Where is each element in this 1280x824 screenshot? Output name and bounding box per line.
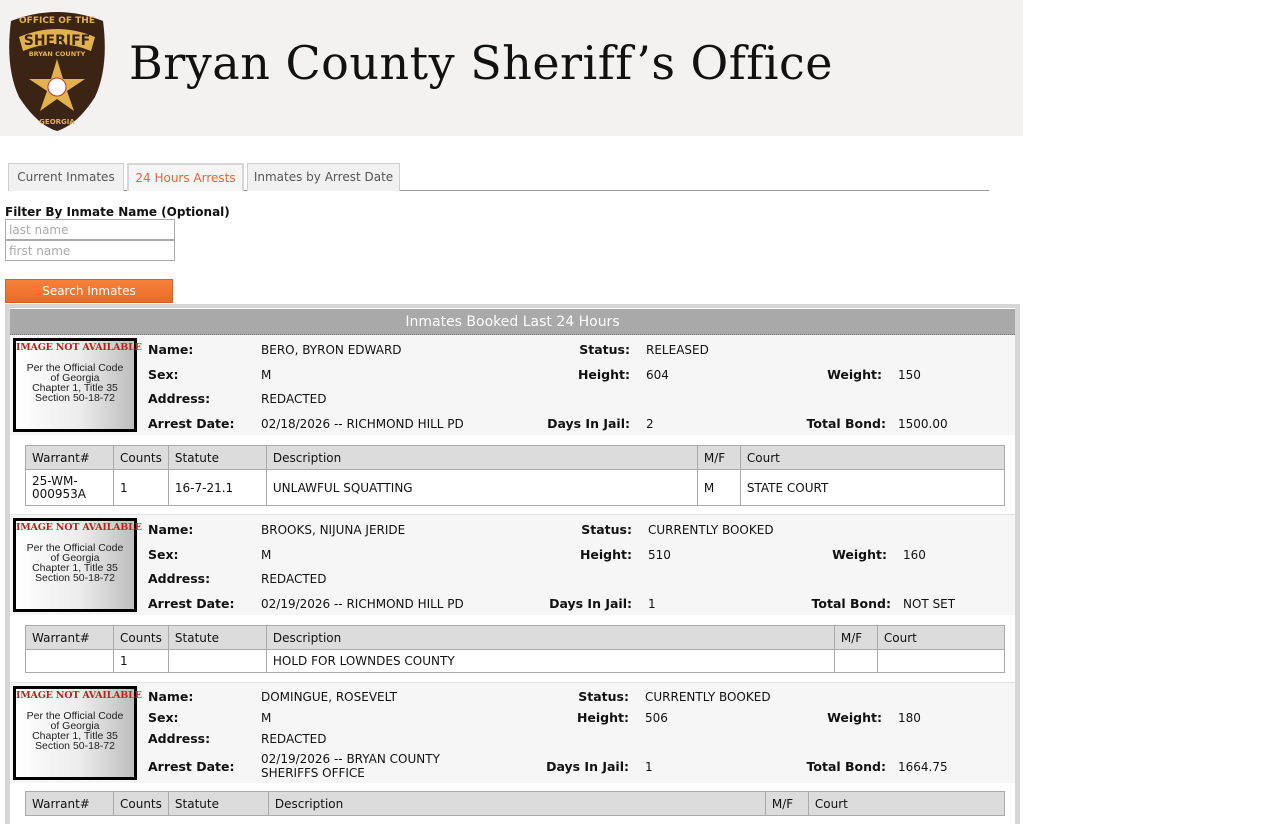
photo-legal-note: Per the Official Code of Georgia Chapter 1, Title 35 Section 50-18-72	[26, 362, 124, 404]
weight-label: Weight:	[827, 710, 882, 725]
arrest-date-label: Arrest Date:	[148, 416, 235, 431]
charges-table	[25, 445, 1005, 506]
charges-header-row: Warrant# Counts Statute Description M/F Court	[26, 792, 1005, 816]
total-bond-value: NOT SET	[903, 597, 956, 611]
address-label: Address:	[148, 731, 211, 746]
sheriff-badge-logo	[5, 7, 109, 133]
status-label: Status:	[581, 522, 632, 537]
arrest-date-value: 02/18/2026 -- RICHMOND HILL PD	[261, 417, 464, 431]
total-bond-value: 1664.75	[898, 760, 948, 774]
arrest-date-value: 02/19/2026 -- BRYAN COUNTY SHERIFFS OFFICE	[261, 752, 440, 780]
total-bond-label: Total Bond:	[811, 596, 891, 611]
inmate-record	[10, 683, 1015, 823]
days-in-jail-value: 1	[645, 760, 653, 774]
height-label: Height:	[577, 367, 630, 382]
photo-placeholder	[13, 686, 142, 780]
site-banner	[0, 0, 1023, 136]
tab-inmates-by-arrest-date[interactable]: Inmates by Arrest Date	[247, 163, 400, 191]
status-value: RELEASED	[646, 343, 709, 357]
address-label: Address:	[148, 391, 211, 406]
name-label: Name:	[148, 522, 194, 537]
svg-text:SHERIFF: SHERIFF	[23, 33, 91, 49]
photo-placeholder	[13, 338, 142, 432]
arrest-date-label: Arrest Date:	[148, 759, 235, 774]
inmate-info	[10, 335, 1015, 435]
inmate-name: DOMINGUE, ROSEVELT	[261, 690, 397, 704]
status-label: Status:	[578, 689, 629, 704]
search-inmates-button[interactable]: Search Inmates	[5, 279, 173, 303]
image-not-available-text: IMAGE NOT AVAILABLE	[16, 342, 142, 353]
charge-row: 1 HOLD FOR LOWNDES COUNTY	[26, 650, 1005, 673]
weight-label: Weight:	[832, 547, 887, 562]
svg-text:BRYAN COUNTY: BRYAN COUNTY	[28, 50, 86, 58]
photo-legal-note: Per the Official Code of Georgia Chapter 1, Title 35 Section 50-18-72	[26, 710, 124, 752]
charges-table	[25, 625, 1005, 673]
site-title: Bryan County Sheriff’s Office	[129, 36, 834, 90]
sex-value: M	[261, 368, 272, 382]
inmate-info	[10, 515, 1015, 615]
photo-legal-note: Per the Official Code of Georgia Chapter 1, Title 35 Section 50-18-72	[26, 542, 124, 584]
days-in-jail-value: 1	[648, 597, 656, 611]
tab-24-hours-arrests[interactable]: 24 Hours Arrests	[127, 163, 244, 191]
svg-text:GEORGIA: GEORGIA	[39, 118, 75, 126]
name-label: Name:	[148, 689, 194, 704]
height-value: 604	[646, 368, 669, 382]
weight-label: Weight:	[827, 367, 882, 382]
filter-label: Filter By Inmate Name (Optional)	[5, 205, 230, 219]
charge-row: 25-WM-000953A 1 16-7-21.1 UNLAWFUL SQUATTING M STATE COURT	[26, 470, 1005, 506]
last-name-input[interactable]	[5, 219, 175, 240]
days-in-jail-label: Days In Jail:	[546, 759, 629, 774]
inmate-record	[10, 335, 1015, 515]
tab-bar	[8, 163, 989, 191]
address-value: REDACTED	[261, 572, 327, 586]
inmate-record	[10, 515, 1015, 683]
inmate-name: BERO, BYRON EDWARD	[261, 343, 402, 357]
days-in-jail-label: Days In Jail:	[549, 596, 632, 611]
tab-current-inmates[interactable]: Current Inmates	[8, 163, 124, 191]
image-not-available-text: IMAGE NOT AVAILABLE	[16, 690, 142, 701]
height-label: Height:	[579, 547, 632, 562]
weight-value: 150	[898, 368, 921, 382]
days-in-jail-value: 2	[646, 417, 654, 431]
svg-text:OFFICE OF THE: OFFICE OF THE	[19, 16, 95, 26]
first-name-input[interactable]	[5, 240, 175, 261]
name-label: Name:	[148, 342, 194, 357]
arrest-date-label: Arrest Date:	[148, 596, 235, 611]
address-value: REDACTED	[261, 392, 327, 406]
address-label: Address:	[148, 571, 211, 586]
inmate-info	[10, 683, 1015, 783]
image-not-available-text: IMAGE NOT AVAILABLE	[16, 522, 142, 533]
address-value: REDACTED	[261, 732, 327, 746]
sex-value: M	[261, 711, 272, 725]
sex-label: Sex:	[148, 710, 179, 725]
arrest-date-value: 02/19/2026 -- RICHMOND HILL PD	[261, 597, 464, 611]
height-value: 510	[648, 548, 671, 562]
total-bond-value: 1500.00	[898, 417, 948, 431]
days-in-jail-label: Days In Jail:	[547, 416, 630, 431]
charges-header-row: Warrant# Counts Statute Description M/F Court	[26, 446, 1005, 470]
total-bond-label: Total Bond:	[806, 416, 886, 431]
status-value: CURRENTLY BOOKED	[645, 690, 771, 704]
sex-label: Sex:	[148, 547, 179, 562]
sex-label: Sex:	[148, 367, 179, 382]
weight-value: 180	[898, 711, 921, 725]
results-panel	[5, 304, 1020, 824]
weight-value: 160	[903, 548, 926, 562]
sex-value: M	[261, 548, 272, 562]
total-bond-label: Total Bond:	[806, 759, 886, 774]
charges-header-row: Warrant# Counts Statute Description M/F Court	[26, 626, 1005, 650]
results-title: Inmates Booked Last 24 Hours	[10, 308, 1015, 335]
height-value: 506	[645, 711, 668, 725]
status-value: CURRENTLY BOOKED	[648, 523, 774, 537]
charges-table	[25, 791, 1005, 816]
photo-placeholder	[13, 518, 142, 612]
status-label: Status:	[579, 342, 630, 357]
height-label: Height:	[576, 710, 629, 725]
inmate-name: BROOKS, NIJUNA JERIDE	[261, 523, 406, 537]
